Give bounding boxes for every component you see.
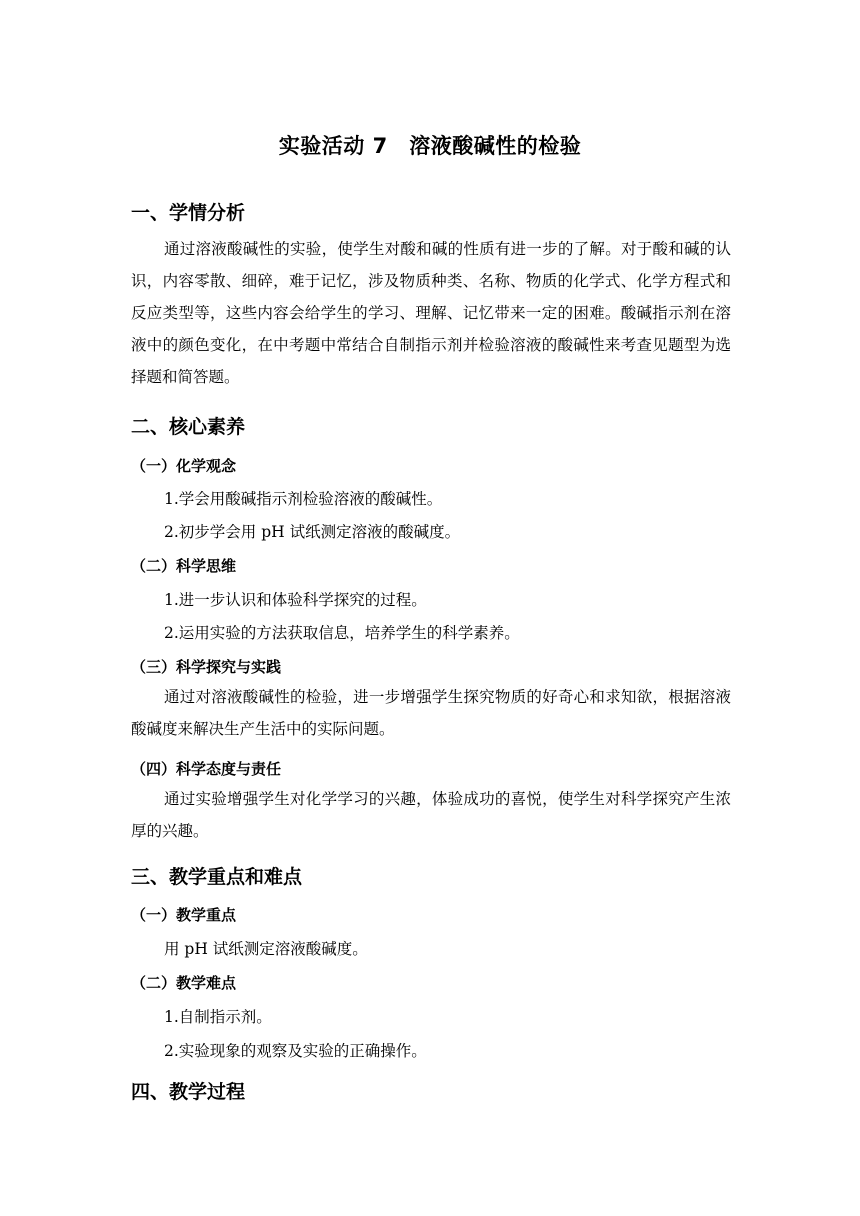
- section-heading-core-literacy: 二、核心素养: [131, 416, 246, 438]
- list-item: 1.学会用酸碱指示剂检验溶液的酸碱性。: [164, 490, 443, 508]
- subheading-teaching-difficulty: （二）教学难点: [131, 974, 237, 992]
- section-heading-key-points: 三、教学重点和难点: [131, 866, 303, 888]
- subheading-chemistry-concept: （一）化学观念: [131, 457, 237, 475]
- section-heading-analysis: 一、学情分析: [131, 202, 246, 224]
- subheading-attitude-responsibility: （四）科学态度与责任: [131, 760, 282, 778]
- document-title: 实验活动 7 溶液酸碱性的检验: [278, 134, 582, 158]
- analysis-paragraph: 通过溶液酸碱性的实验，使学生对酸和碱的性质有进一步的了解。对于酸和碱的认识，内容零散、细碎，难于记忆，涉及物质种类、名称、物质的化学式、化学方程式和反应类型等，这些内容会给学生的学习、理解、记忆带来一定的困难。酸碱指示剂在溶液中的颜色变化，在中考题中常结合自制指示剂并检验溶液的酸碱性来考查见题型为选择题和简答题。: [131, 240, 731, 386]
- list-item: 2.运用实验的方法获取信息，培养学生的科学素养。: [164, 624, 520, 642]
- list-item: 1.进一步认识和体验科学探究的过程。: [164, 591, 427, 609]
- focus-line: 用 pH 试纸测定溶液酸碱度。: [164, 940, 368, 958]
- attitude-paragraph: 通过实验增强学生对化学学习的兴趣，体验成功的喜悦，使学生对科学探究产生浓厚的兴趣。: [131, 790, 731, 840]
- subheading-teaching-focus: （一）教学重点: [131, 906, 237, 924]
- list-item: 1.自制指示剂。: [164, 1008, 272, 1026]
- list-item: 2.初步学会用 pH 试纸测定溶液的酸碱度。: [164, 523, 461, 541]
- inquiry-paragraph: 通过对溶液酸碱性的检验，进一步增强学生探究物质的好奇心和求知欲，根据溶液酸碱度来解决生产生活中的实际问题。: [131, 688, 731, 738]
- subheading-scientific-thinking: （二）科学思维: [131, 557, 237, 575]
- list-item: 2.实验现象的观察及实验的正确操作。: [164, 1042, 427, 1060]
- subheading-inquiry-practice: （三）科学探究与实践: [131, 658, 282, 676]
- section-heading-teaching-process: 四、教学过程: [131, 1081, 246, 1103]
